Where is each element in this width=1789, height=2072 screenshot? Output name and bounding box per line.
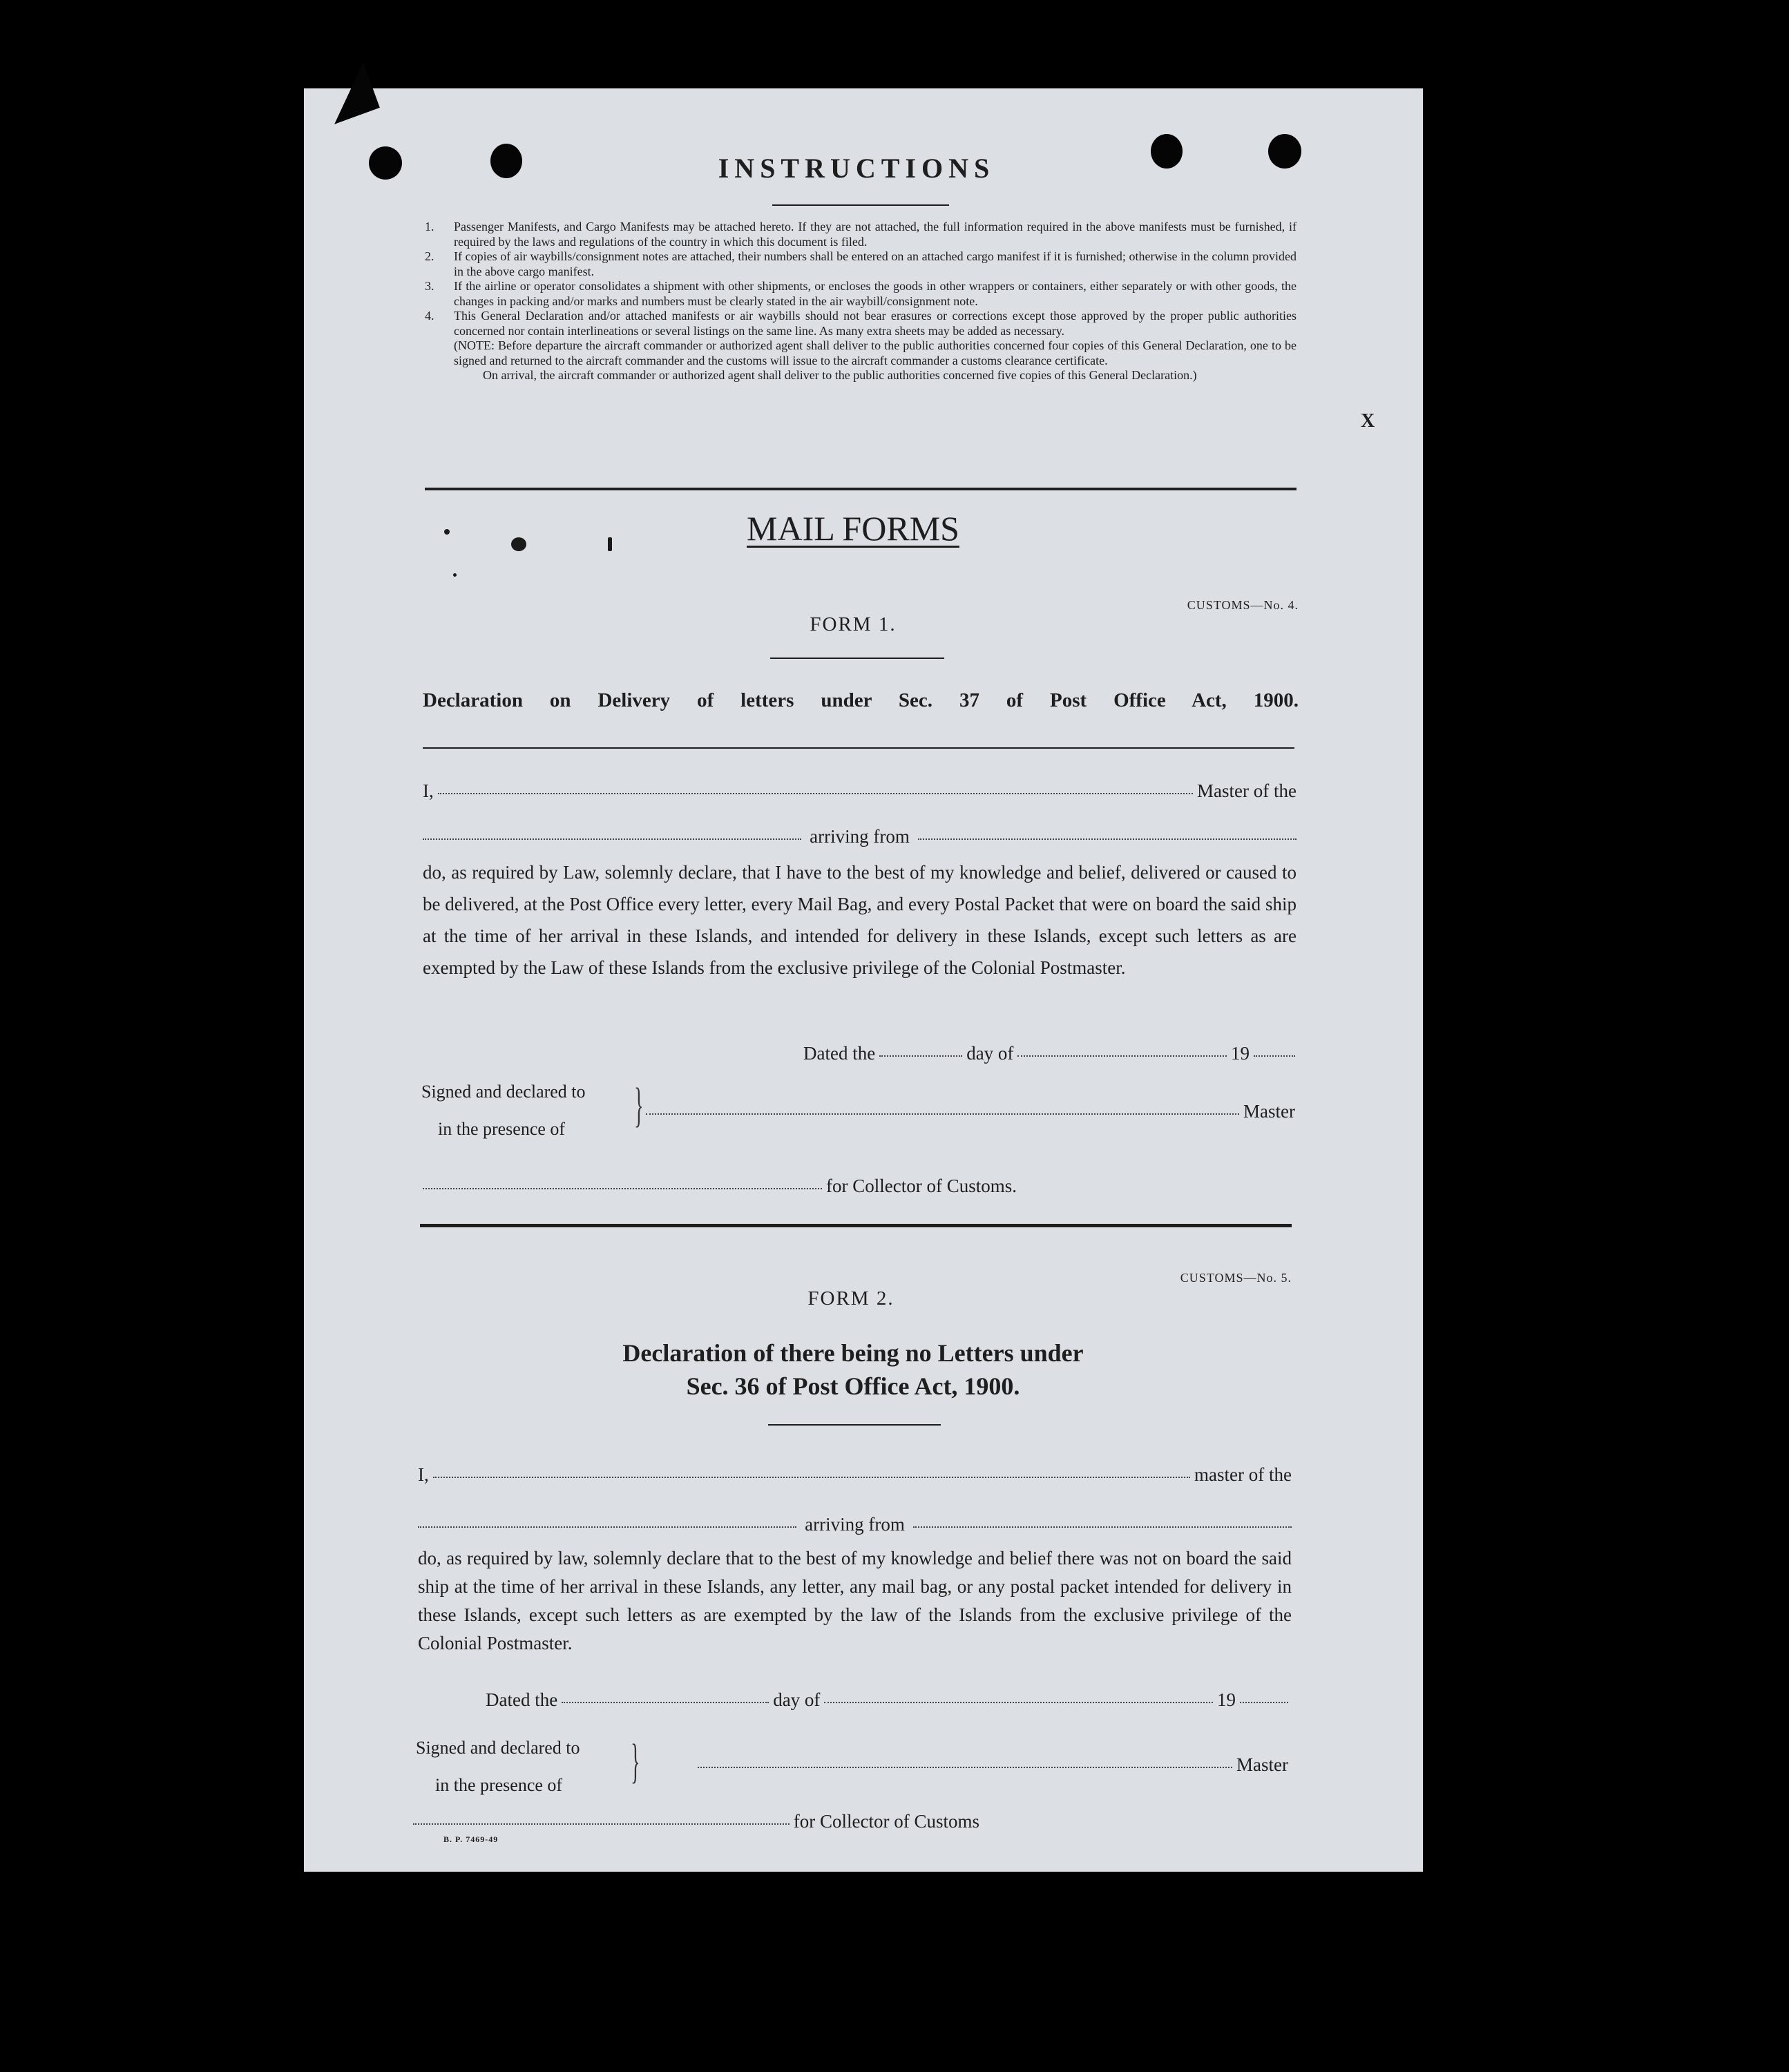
form2-master-label: Master: [1236, 1754, 1288, 1775]
note-arrival: On arrival, the aircraft commander or authorized agent shall deliver to the public authorities concerned five copies of this General Declaration.): [483, 368, 1197, 382]
form2-dated-line: [486, 1689, 1288, 1711]
form1-title-underline: [770, 658, 944, 659]
form1-month-field[interactable]: [1017, 1055, 1227, 1057]
instruction-note: [425, 338, 1297, 383]
form2-title-underline: [768, 1424, 941, 1426]
ink-speck: [444, 529, 450, 535]
form1-master-label: Master: [1243, 1101, 1295, 1122]
form1-origin-field[interactable]: [918, 838, 1297, 840]
title-underline: [772, 204, 949, 206]
instruction-item: 2. If copies of air waybills/consignment notes are attached, their numbers shall be entered on an attached cargo manifest if it is furnished; otherwise in the column provided in the above cargo manifest.: [425, 249, 1297, 278]
form1-dated-line: [803, 1043, 1295, 1064]
form2-for-collector: for Collector of Customs: [793, 1811, 979, 1832]
form1-arriving-line: [423, 826, 1297, 847]
form1-heading-rule: [423, 747, 1294, 749]
instruction-item: 1. Passenger Manifests, and Cargo Manifests may be attached hereto. If they are not attached, the full information required in the above manifests must be furnished, if required by the laws and regulations of the country in which this document is filed.: [425, 220, 1297, 249]
section-divider: [425, 488, 1297, 490]
form1-brace: }: [634, 1079, 644, 1132]
form2-body-text: do, as required by law, solemnly declare that to the best of my knowledge and belief there was not on board the said ship at the time of her arrival in these Islands, any letter, any mail bag, or any postal packet intended for delivery in these Islands, except such letters as are exempted by the law of the Islands from the exclusive privilege of the Colonial Postmaster.: [418, 1548, 1292, 1653]
form1-year-prefix: 19: [1231, 1043, 1250, 1064]
punch-hole: [490, 144, 522, 178]
form2-brace: }: [631, 1735, 640, 1788]
form2-arriving-line: [418, 1514, 1292, 1535]
form2-month-field[interactable]: [824, 1701, 1213, 1703]
form1-in-presence-of: in the presence of: [438, 1119, 566, 1139]
form1-body-text: do, as required by Law, solemnly declare, that I have to the best of my knowledge and belief, delivered or caused to be delivered, at the Post Office every letter, every Mail Bag, and every Postal Packet that were on board the said ship at the time of her arrival in these Islands, and intended for delivery in these Islands, except such letters as are exempted by the Law of these Islands from the exclusive privilege of the Colonial Postmaster.: [423, 862, 1297, 978]
form1-ship-field[interactable]: [423, 838, 801, 840]
punch-hole: [1151, 134, 1183, 169]
form1-master-line: [423, 780, 1297, 802]
form1-master-of-the: Master of the: [1197, 780, 1297, 801]
form1-dated-the: Dated the: [803, 1043, 876, 1064]
form1-title: FORM 1.: [810, 613, 897, 635]
ink-speck: [608, 537, 612, 551]
form1-customs-number: CUSTOMS—No. 4.: [1187, 598, 1299, 612]
form2-ship-field[interactable]: [418, 1526, 796, 1528]
form2-collector-signature-field[interactable]: [413, 1823, 790, 1825]
form1-master-signature-line: [646, 1101, 1295, 1122]
form1-day-of: day of: [966, 1043, 1014, 1064]
forms-divider: [420, 1224, 1292, 1227]
form2-declaration-line1: Declaration of there being no Letters under: [622, 1339, 1084, 1367]
form2-arriving-from: arriving from: [805, 1514, 905, 1535]
form1-day-field[interactable]: [879, 1055, 962, 1057]
form2-customs-number: CUSTOMS—No. 5.: [1180, 1271, 1292, 1285]
form1-declaration-heading: Declaration on Delivery of letters under Sec. 37 of Post Office Act, 1900.: [423, 689, 1299, 711]
form1-signed-declared: Signed and declared to: [421, 1082, 586, 1102]
form2-master-of-the: master of the: [1194, 1464, 1292, 1485]
print-code: B. P. 7469-49: [443, 1834, 499, 1844]
form1-name-field[interactable]: [438, 792, 1193, 794]
form2-i-label: I,: [418, 1464, 429, 1485]
form1-for-collector: for Collector of Customs.: [826, 1176, 1017, 1196]
form2-master-signature-field[interactable]: [698, 1766, 1232, 1768]
instruction-item: 4. This General Declaration and/or attached manifests or air waybills should not bear erasures or corrections except those approved by the proper public authorities concerned nor contain interlineations or several listings on the same line. As many extra sheets may be added as necessary.: [425, 309, 1297, 338]
form2-year-field[interactable]: [1240, 1701, 1288, 1703]
form2-declaration-line2: Sec. 36 of Post Office Act, 1900.: [686, 1372, 1020, 1400]
form2-title: FORM 2.: [807, 1287, 894, 1310]
form2-origin-field[interactable]: [913, 1526, 1292, 1528]
form1-i-label: I,: [423, 780, 434, 801]
form2-year-prefix: 19: [1217, 1689, 1236, 1710]
form2-master-signature-line: [698, 1754, 1288, 1776]
instruction-item: 3. If the airline or operator consolidates a shipment with other shipments, or encloses the goods in other wrappers or containers, either separately or with other goods, the changes in packing and/or marks and numbers must be clearly stated in the air waybill/consignment note.: [425, 279, 1297, 308]
punch-hole: [1268, 134, 1301, 169]
form1-arriving-from: arriving from: [810, 826, 910, 847]
mail-forms-heading: MAIL FORMS: [747, 509, 959, 548]
form1-master-signature-field[interactable]: [646, 1113, 1239, 1115]
form2-name-field[interactable]: [433, 1476, 1190, 1478]
form2-day-field[interactable]: [562, 1701, 769, 1703]
form2-signed-declared: Signed and declared to: [416, 1738, 580, 1758]
form1-collector-signature-field[interactable]: [423, 1187, 822, 1189]
punch-hole: [369, 146, 402, 180]
form2-master-line: [418, 1464, 1292, 1486]
margin-mark: X: [1361, 410, 1375, 432]
form2-in-presence-of: in the presence of: [435, 1775, 563, 1795]
ink-speck: [453, 573, 457, 577]
form2-dated-the: Dated the: [486, 1689, 558, 1710]
ink-speck: [511, 537, 526, 551]
form2-collector-line: [413, 1811, 979, 1832]
instructions-list: [425, 220, 1297, 383]
form2-day-of: day of: [773, 1689, 821, 1710]
instructions-title: INSTRUCTIONS: [718, 153, 995, 184]
note-departure: (NOTE: Before departure the aircraft commander or authorized agent shall deliver to the public authorities concerned four copies of this General Declaration, one to be signed and returned to the aircraft commander and the customs will issue to the aircraft commander a customs clearance certificate.: [454, 338, 1297, 367]
form1-collector-line: [423, 1176, 1017, 1197]
form1-year-field[interactable]: [1254, 1055, 1295, 1057]
